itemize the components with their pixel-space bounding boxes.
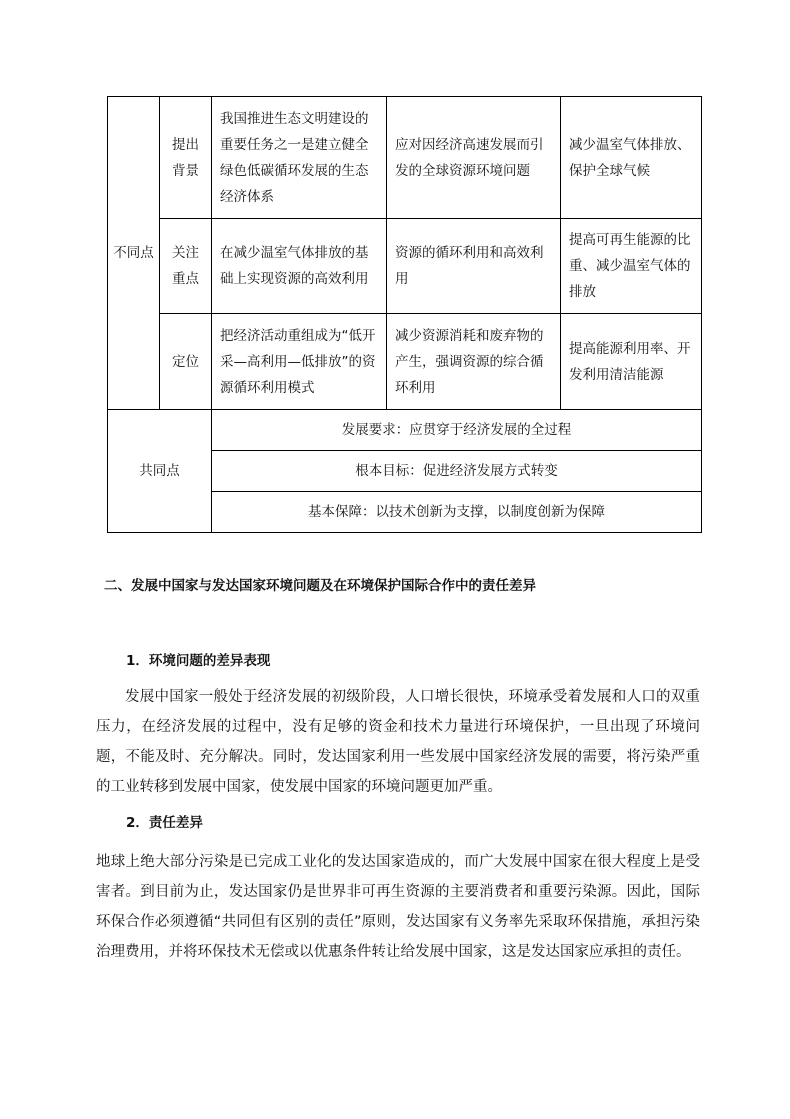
category-differences [108, 97, 160, 410]
subheading-differences: 1．环境问题的差异表现 [126, 653, 271, 669]
table-cell: 在减少温室气体排放的基础上实现资源的高效利用 [212, 219, 387, 314]
subheading-responsibility: 2．责任差异 [126, 815, 203, 831]
table-row-positioning [108, 314, 702, 410]
table-cell: 应对因经济高速发展而引发的全球资源环境问题 [387, 97, 561, 219]
table-cell: 把经济活动重组成为“低开采—高利用—低排放”的资源循环利用模式 [212, 314, 387, 410]
table-row-common [108, 410, 702, 451]
category-common [108, 410, 212, 533]
row-label-positioning: 定位 [160, 314, 212, 410]
paragraph-text: 发展中国家一般处于经济发展的初级阶段，人口增长很快，环境承受着发展和人口的双重压力，在经济发展的过程中，没有足够的资金和技术力量进行环境保护，一旦出现了环境问题，不能及时、充分解决。同时，发达国家利用一些发展中国家经济发展的需要，将污染严重的工业转移到发展中国家，使发展中国家的环境问题更加严重。 [96, 689, 700, 795]
table-cell: 我国推进生态文明建设的重要任务之一是建立健全绿色低碳循环发展的生态经济体系 [212, 97, 387, 219]
paragraph-differences [96, 682, 700, 802]
common-point: 发展要求：应贯穿于经济发展的全过程 [212, 410, 702, 451]
common-point: 基本保障：以技术创新为支撑，以制度创新为保障 [212, 492, 702, 533]
row-label-background: 提出 背景 [160, 97, 212, 219]
category-differences-label: 不同点 [113, 245, 154, 261]
common-point: 根本目标：促进经济发展方式转变 [212, 451, 702, 492]
row-label-focus: 关注 重点 [160, 219, 212, 314]
table-row-background [108, 97, 702, 219]
table-row-focus [108, 219, 702, 314]
table-cell: 提高可再生能源的比重、减少温室气体的排放 [561, 219, 702, 314]
table-cell: 资源的循环利用和高效利用 [387, 219, 561, 314]
paragraph-text: 地球上绝大部分污染是已完成工业化的发达国家造成的，而广大发展中国家在很大程度上是受害者。到目前为止，发达国家仍是世界非可再生资源的主要消费者和重要污染源。因此，国际环保合作必须遵循“共同但有区别的责任”原则，发达国家有义务率先采取环保措施，承担污染治理费用，并将环保技术无偿或以优惠条件转让给发展中国家，这是发达国家应承担的责任。 [96, 854, 700, 960]
table-cell: 减少资源消耗和废弃物的产生，强调资源的综合循环利用 [387, 314, 561, 410]
category-common-label: 共同点 [139, 463, 180, 479]
comparison-table [107, 96, 702, 533]
section-heading: 二、发展中国家与发达国家环境问题及在环境保护国际合作中的责任差异 [104, 578, 536, 594]
table-cell: 提高能源利用率、开发利用清洁能源 [561, 314, 702, 410]
paragraph-responsibility [96, 847, 700, 967]
table-cell: 减少温室气体排放、保护全球气候 [561, 97, 702, 219]
